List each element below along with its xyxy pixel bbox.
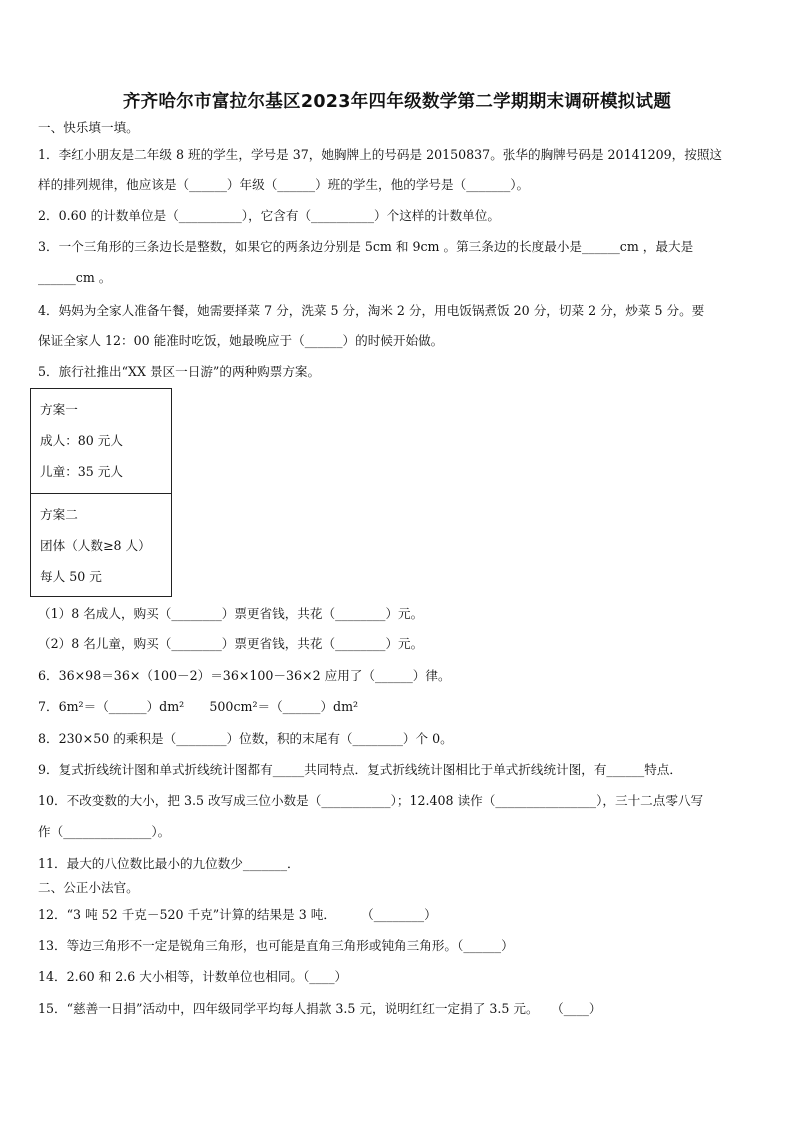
plan-1-child-price: 儿童：35 元人: [40, 464, 123, 479]
question-9: 9．复式折线统计图和单式折线统计图都有_____共同特点．复式折线统计图相比于单式折线统计图，有______特点．: [38, 762, 682, 777]
plan-1-box: [30, 388, 172, 494]
section-heading-fill: 一、快乐填一填。: [38, 120, 139, 135]
question-2: 2．0.60 的计数单位是（__________），它含有（__________）个这样的计数单位。: [38, 208, 500, 223]
question-8: 8．230×50 的乘积是（________）位数，积的末尾有（________）个 0。: [38, 731, 453, 746]
question-3-line-1: 3．一个三角形的三条边长是整数，如果它的两条边分别是 5cm 和 9cm 。第三条边的长度最小是______cm ，最大是: [38, 239, 694, 254]
question-10-line-2: 作（______________）。: [38, 824, 171, 839]
plan-2-box: [30, 493, 172, 597]
plan-1-title: 方案一: [40, 402, 78, 417]
plan-1-adult-price: 成人：80 元人: [40, 433, 123, 448]
question-7: 7．6m²＝（______）dm² 500cm²＝（______）dm²: [38, 699, 359, 714]
question-4-line-2: 保证全家人 12：00 能准时吃饭，她最晚应于（______）的时候开始做。: [38, 333, 444, 348]
question-5-part-2: （2）8 名儿童，购买（________）票更省钱，共花（________）元。: [38, 636, 424, 651]
question-11: 11．最大的八位数比最小的九位数少_______．: [38, 856, 300, 871]
question-6: 6．36×98＝36×（100－2）＝36×100－36×2 应用了（______）律。: [38, 668, 451, 683]
page-title: 齐齐哈尔市富拉尔基区2023年四年级数学第二学期期末调研模拟试题: [122, 92, 672, 112]
section-heading-judge: 二、公正小法官。: [38, 880, 139, 895]
question-4-line-1: 4．妈妈为全家人准备午餐，她需要择菜 7 分，洗菜 5 分，淘米 2 分，用电饭锅煮饭 20 分，切菜 2 分，炒菜 5 分。要: [38, 303, 705, 318]
question-12: 12．“3 吨 52 千克－520 千克”计算的结果是 3 吨． （________）: [38, 907, 437, 922]
question-13: 13．等边三角形不一定是锐角三角形，也可能是直角三角形或钝角三角形。（______）: [38, 938, 514, 953]
question-5: 5．旅行社推出“XX 景区一日游”的两种购票方案。: [38, 364, 321, 379]
question-10-line-1: 10．不改变数的大小，把 3.5 改写成三位小数是（___________）；12.408 读作（________________），三十二点零八写: [38, 793, 704, 808]
question-1-line-1: 1．李红小朋友是二年级 8 班的学生，学号是 37，她胸牌上的号码是 20150837。张华的胸牌号码是 20141209，按照这: [38, 147, 723, 162]
question-3-line-2: ______cm 。: [38, 270, 112, 285]
plan-2-group-condition: 团体（人数≥8 人）: [40, 538, 151, 553]
plan-2-price: 每人 50 元: [40, 569, 102, 584]
plan-2-title: 方案二: [40, 507, 78, 522]
question-14: 14．2.60 和 2.6 大小相等，计数单位也相同。（____）: [38, 969, 348, 984]
question-1-line-2: 样的排列规律，他应该是（______）年级（______）班的学生，他的学号是（_______）。: [38, 177, 530, 192]
question-5-part-1: （1）8 名成人，购买（________）票更省钱，共花（________）元。: [38, 606, 424, 621]
question-15: 15．“慈善一日捐”活动中，四年级同学平均每人捐款 3.5 元，说明红红一定捐了 3.5 元。 （____）: [38, 1001, 602, 1016]
